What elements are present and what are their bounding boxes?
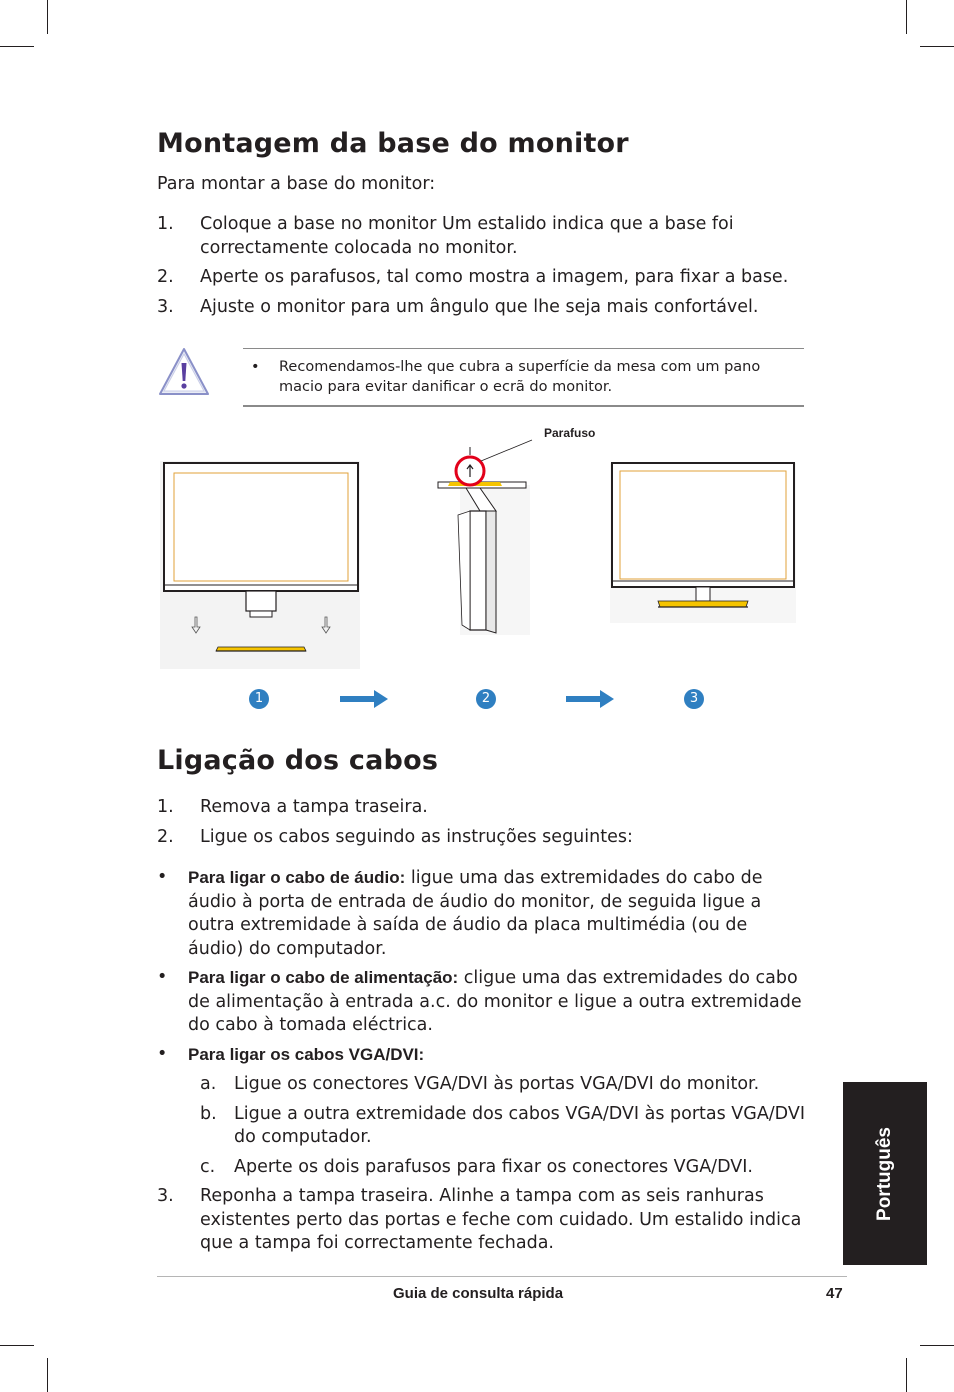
list-item xyxy=(157,826,807,850)
list-item xyxy=(157,966,807,1038)
step-marker-3: 3 xyxy=(684,689,704,709)
list-item xyxy=(157,1185,807,1256)
sub-text: Ligue a outra extremidade dos cabos VGA/DVI às portas VGA/DVI do computador. xyxy=(234,1103,805,1147)
cables-steps-list xyxy=(157,796,807,855)
step-number: 3. xyxy=(157,296,174,317)
step-marker-1: 1 xyxy=(249,689,269,709)
base-assembly-illustration xyxy=(150,415,810,715)
step-marker-2: 2 xyxy=(476,689,496,709)
list-item xyxy=(188,1103,807,1150)
note-box xyxy=(243,348,804,407)
bullet-lead: Para ligar os cabos VGA/DVI: xyxy=(188,1044,425,1064)
screw-label: Parafuso xyxy=(544,426,596,440)
step-text: Aperte os parafusos, tal como mostra a imagem, para fixar a base. xyxy=(200,267,789,287)
intro-text: Para montar a base do monitor: xyxy=(157,174,436,194)
sub-text: Aperte os dois parafusos para fixar os conectores VGA/DVI. xyxy=(234,1156,753,1177)
warning-icon xyxy=(157,346,211,398)
sub-number: c. xyxy=(200,1156,216,1177)
list-item xyxy=(157,266,807,290)
bullet: • xyxy=(157,867,168,887)
crop-mark xyxy=(920,46,954,47)
step-number: 1. xyxy=(157,214,174,234)
language-label: Português xyxy=(874,1126,895,1221)
sub-text: Ligue os conectores VGA/DVI às portas VGA/DVI do monitor. xyxy=(234,1074,760,1094)
list-item xyxy=(157,213,807,260)
bullet: • xyxy=(157,967,168,987)
bullet-text: ligue uma das extremidades do cabo de áudio à porta de entrada de áudio do monitor, de seguida ligue a outra extremidade à saída de áudio da placa multimédia (ou de áudio) do computador. xyxy=(188,868,763,959)
note-bullet: • xyxy=(251,359,260,375)
list-item xyxy=(157,796,807,820)
cables-bullet-list xyxy=(157,866,807,1185)
bullet-text: cligue uma das extremidades do cabo de alimentação à entrada a.c. do monitor e ligue a outra extremidade do cabo à tomada eléctrica. xyxy=(188,968,802,1035)
step-text: Ajuste o monitor para um ângulo que lhe seja mais confortável. xyxy=(200,296,759,317)
arrow-right-icon xyxy=(340,688,390,710)
list-item xyxy=(188,1073,807,1097)
sub-number: b. xyxy=(200,1103,217,1124)
crop-mark xyxy=(0,46,34,47)
bullet-lead: Para ligar o cabo de áudio: xyxy=(188,868,406,887)
list-item xyxy=(157,866,807,961)
arrow-right-icon xyxy=(566,688,616,710)
step-number: 2. xyxy=(157,826,174,847)
section-title-cables: Ligação dos cabos xyxy=(157,745,439,776)
list-item xyxy=(157,1043,807,1180)
step-number: 3. xyxy=(157,1186,174,1206)
crop-mark xyxy=(906,0,907,34)
crop-mark xyxy=(906,1358,907,1392)
bullet: • xyxy=(157,1043,168,1064)
step-text: Reponha a tampa traseira. Alinhe a tampa com as seis ranhuras existentes perto das portas e feche com cuidado. Um estalido indica que a tampa foi correctamente fechada. xyxy=(200,1186,802,1253)
footer-title: Guia de consulta rápida xyxy=(393,1285,564,1302)
step-number: 2. xyxy=(157,267,174,287)
bullet-lead: Para ligar o cabo de alimentação: xyxy=(188,968,459,987)
footer-divider xyxy=(157,1276,847,1277)
page-number: 47 xyxy=(826,1285,843,1302)
step-number: 1. xyxy=(157,797,174,817)
list-item xyxy=(188,1156,807,1180)
vga-dvi-sublist xyxy=(188,1073,807,1179)
section-title-base: Montagem da base do monitor xyxy=(157,128,629,159)
base-steps-list xyxy=(157,213,807,325)
crop-mark xyxy=(47,0,48,34)
language-tab xyxy=(843,1082,927,1265)
step-text: Coloque a base no monitor Um estalido indica que a base foi correctamente colocada no monitor. xyxy=(200,214,734,258)
note-text: Recomendamos-lhe que cubra a superfície da mesa com um pano macio para evitar danificar o ecrã do monitor. xyxy=(279,359,761,395)
monitor-side-illustration xyxy=(438,440,532,635)
step-text: Remova a tampa traseira. xyxy=(200,797,428,817)
monitor-front-illustration xyxy=(160,461,360,669)
crop-mark xyxy=(47,1358,48,1392)
step-text: Ligue os cabos seguindo as instruções seguintes: xyxy=(200,826,633,847)
monitor-upright-illustration xyxy=(610,463,796,623)
sub-number: a. xyxy=(200,1074,217,1094)
crop-mark xyxy=(0,1345,34,1346)
cables-final-step xyxy=(157,1185,807,1262)
crop-mark xyxy=(920,1345,954,1346)
list-item xyxy=(157,296,807,320)
